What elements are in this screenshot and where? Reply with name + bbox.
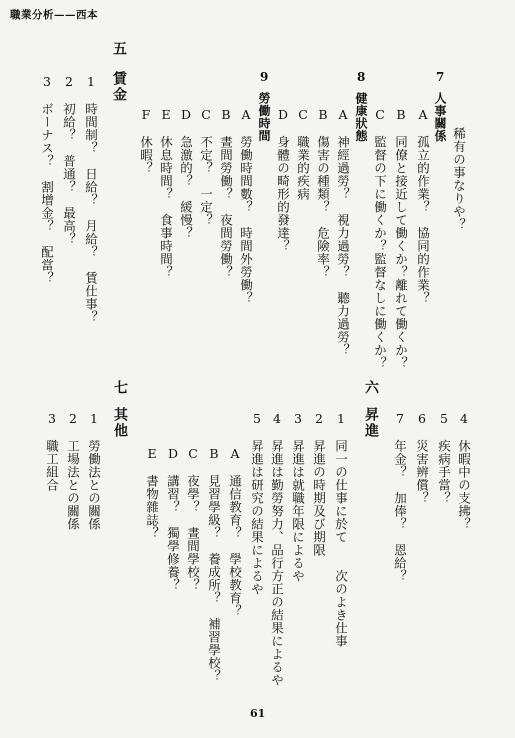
line-wage-6: 6 災害辨償？ [414, 411, 430, 505]
line-promo-5a: A 通信教育？ 學校教育？ [227, 446, 243, 618]
line-9a: A 勞働時間數？ 時間外勞働？ [238, 107, 254, 305]
running-header: 職業分析——西本 [10, 9, 98, 21]
line-8a: A 神經過勞？ 視力過勞？ 聽力過勞？ [335, 107, 351, 357]
line-7b: B 同僚と接近して働くか？離れて働くか？ [393, 107, 409, 370]
section-number-8: 8 [357, 70, 366, 84]
line-other-1: 1 勞働法との關係 [86, 411, 102, 531]
line-other-2: 2 工場法との關係 [65, 411, 81, 531]
line-wage-1: 1 時間制？ 日給？ 月給？ 賃仕事？ [83, 74, 99, 324]
line-wage-3: 3 ボーナス？ 割增金？ 配當？ [39, 74, 55, 285]
line-wage-7: 7 年金？ 加俸？ 恩給？ [392, 411, 408, 583]
line-9f: F 休暇？ [138, 107, 154, 175]
line-8c: C 職業的疾病 [295, 107, 311, 201]
heading-health-conditions: 健康狀態 [354, 92, 368, 142]
line-promo-2: 2 昇進の時期及び期限 [311, 411, 327, 557]
line-promo-5c: C 夜學？ 晝間學校？ [185, 446, 201, 592]
line-8d: D 身體の畸形的發達？ [275, 107, 291, 253]
line-wage-4: 4 休暇中の支拂？ [456, 411, 472, 531]
line-other-3: 3 職工組合 [44, 411, 60, 492]
line-promo-1: 1 同一の仕事に於て 次のよき仕事 [333, 411, 349, 648]
section-number-7: 7 [436, 70, 445, 84]
line-wage-2: 2 初給？ 普通？ 最高？ [61, 74, 77, 246]
line-9e: E 休息時間？ 食事時間？ [158, 107, 174, 279]
page-number: 61 [250, 707, 266, 720]
line-promo-5d: D 講習？ 獨學修養？ [165, 446, 181, 592]
heading-personnel-relations: 人事關係 [433, 92, 447, 142]
chapter-number-6: 六 [363, 380, 379, 395]
heading-working-hours: 勞働時間 [257, 92, 271, 142]
line-promo-4: 4 昇進は勤勞努力、品行方正の結果によるや [269, 411, 285, 687]
line-7a: A 孤立的作業？ 協同的作業？ [415, 107, 431, 305]
line-promo-5b: B 見習學級？ 養成所？ 補習學校？ [206, 446, 222, 683]
line-8b: B 傷害の種類？ 危險率？ [315, 107, 331, 279]
chapter-number-7: 七 [112, 380, 128, 395]
line-rare-case: 稀有の事なりや？ [451, 127, 467, 231]
heading-other: 其他 [112, 407, 128, 439]
chapter-number-5: 五 [111, 41, 127, 56]
heading-promotion: 昇進 [363, 407, 379, 439]
line-9c: C 不定？ 一定？ [198, 107, 214, 227]
line-wage-5: 5 疾病手當？ [436, 411, 452, 505]
line-7c: C 監督の下に働くか？監督なしに働くか？ [372, 107, 388, 370]
section-number-9: 9 [260, 70, 269, 84]
line-9d: D 急激的？ 緩慢？ [178, 107, 194, 240]
line-promo-5e: E 書物雜誌？ [144, 446, 160, 540]
line-promo-3: 3 昇進は就職年限によるや [290, 411, 306, 583]
heading-wages: 賃金 [111, 71, 127, 103]
line-9b: B 晝間勞働？ 夜間勞働？ [218, 107, 234, 279]
line-promo-5: 5 昇進は研究の結果によるや [249, 411, 265, 596]
